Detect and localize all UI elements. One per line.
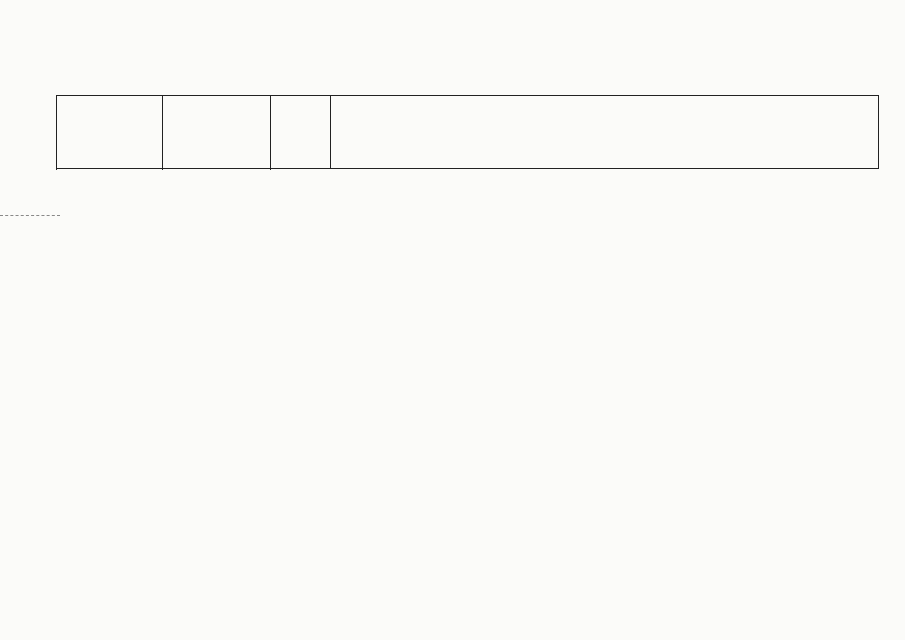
budget-table: [56, 95, 879, 169]
header-program: [57, 96, 163, 169]
header-executor: [163, 96, 271, 169]
header-source: [271, 96, 331, 169]
scan-dash-line: [0, 215, 60, 216]
header-funding: [331, 96, 879, 169]
